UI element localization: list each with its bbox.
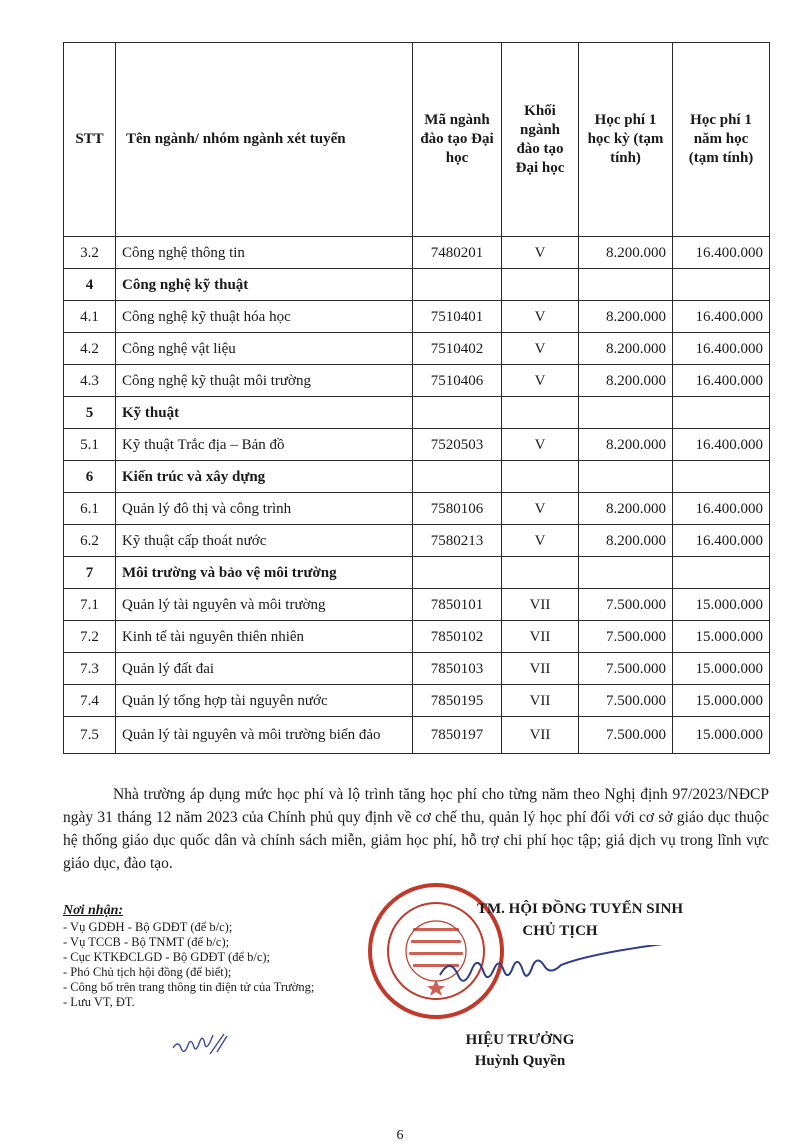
cell-code: 7510402 [413, 333, 502, 365]
cell-fee2 [673, 397, 770, 429]
cell-name: Công nghệ kỹ thuật hóa học [116, 301, 413, 333]
cell-code: 7850101 [413, 589, 502, 621]
table-row [64, 653, 770, 685]
cell-block: V [502, 493, 579, 525]
cell-fee1: 8.200.000 [579, 493, 673, 525]
cell-fee1: 7.500.000 [579, 685, 673, 717]
cell-stt: 7.3 [64, 653, 116, 685]
table-row [64, 397, 770, 429]
cell-stt: 6.2 [64, 525, 116, 557]
cell-code: 7850102 [413, 621, 502, 653]
table-row [64, 429, 770, 461]
cell-name: Quản lý tài nguyên và môi trường biển đảo [116, 717, 413, 754]
header-name: Tên ngành/ nhóm ngành xét tuyển [116, 43, 413, 237]
cell-fee1: 8.200.000 [579, 333, 673, 365]
tuition-table [63, 42, 770, 754]
cell-stt: 3.2 [64, 237, 116, 269]
cell-fee2: 15.000.000 [673, 653, 770, 685]
cell-block: V [502, 333, 579, 365]
cell-name: Kiến trúc và xây dựng [116, 461, 413, 493]
cell-name: Công nghệ kỹ thuật môi trường [116, 365, 413, 397]
cell-fee2: 15.000.000 [673, 717, 770, 754]
cell-fee1: 7.500.000 [579, 589, 673, 621]
signer-block [440, 1030, 600, 1072]
header-stt: STT [64, 43, 116, 237]
cell-fee1 [579, 461, 673, 493]
cell-name: Kỹ thuật [116, 397, 413, 429]
cell-block: VII [502, 717, 579, 754]
cell-stt: 5.1 [64, 429, 116, 461]
table-row [64, 269, 770, 301]
header-fee-semester: Học phí 1 học kỳ (tạm tính) [579, 43, 673, 237]
cell-fee1: 7.500.000 [579, 717, 673, 754]
cell-name: Kỹ thuật cấp thoát nước [116, 525, 413, 557]
cell-fee2: 16.400.000 [673, 301, 770, 333]
cell-fee2 [673, 269, 770, 301]
table-row [64, 461, 770, 493]
handwritten-signature [430, 945, 690, 995]
cell-fee1: 8.200.000 [579, 429, 673, 461]
cell-fee1: 8.200.000 [579, 301, 673, 333]
cell-fee1: 8.200.000 [579, 237, 673, 269]
table-row [64, 493, 770, 525]
cell-code: 7850197 [413, 717, 502, 754]
cell-block [502, 557, 579, 589]
cell-fee2: 16.400.000 [673, 333, 770, 365]
cell-name: Quản lý tổng hợp tài nguyên nước [116, 685, 413, 717]
cell-block: V [502, 365, 579, 397]
cell-block: V [502, 301, 579, 333]
cell-fee1: 7.500.000 [579, 653, 673, 685]
recipient-item: - Vụ TCCB - Bộ TNMT (để b/c); [63, 935, 230, 949]
cell-fee2 [673, 461, 770, 493]
cell-block: V [502, 237, 579, 269]
cell-stt: 6.1 [64, 493, 116, 525]
cell-name: Kinh tế tài nguyên thiên nhiên [116, 621, 413, 653]
header-code: Mã ngành đào tạo Đại học [413, 43, 502, 237]
cell-fee2: 15.000.000 [673, 685, 770, 717]
cell-stt: 6 [64, 461, 116, 493]
cell-block [502, 461, 579, 493]
recipients-list [63, 920, 353, 1010]
cell-fee1 [579, 557, 673, 589]
recipients-block [63, 903, 353, 1010]
cell-stt: 4.1 [64, 301, 116, 333]
table-body [64, 237, 770, 754]
cell-name: Quản lý tài nguyên và môi trường [116, 589, 413, 621]
recipients-title: Nơi nhận: [63, 903, 124, 918]
table-row [64, 365, 770, 397]
recipient-item: - Phó Chủ tịch hội đồng (để biết); [63, 965, 232, 979]
cell-code: 7850103 [413, 653, 502, 685]
cell-fee2: 16.400.000 [673, 429, 770, 461]
cell-code: 7580106 [413, 493, 502, 525]
signer-role: HIỆU TRƯỞNG [465, 1032, 575, 1048]
cell-stt: 7 [64, 557, 116, 589]
table-row [64, 525, 770, 557]
cell-fee2 [673, 557, 770, 589]
cell-stt: 7.4 [64, 685, 116, 717]
cell-stt: 4 [64, 269, 116, 301]
cell-block: VII [502, 653, 579, 685]
cell-code: 7520503 [413, 429, 502, 461]
cell-code: 7850195 [413, 685, 502, 717]
cell-fee2: 15.000.000 [673, 589, 770, 621]
cell-stt: 5 [64, 397, 116, 429]
cell-code [413, 397, 502, 429]
recipient-item: - Vụ GDĐH - Bộ GDĐT (để b/c); [63, 920, 233, 934]
cell-stt: 7.5 [64, 717, 116, 754]
cell-fee2: 16.400.000 [673, 493, 770, 525]
cell-stt: 7.2 [64, 621, 116, 653]
header-fee-year: Học phí 1 năm học (tạm tính) [673, 43, 770, 237]
table-row [64, 237, 770, 269]
table-row [64, 621, 770, 653]
cell-name: Kỹ thuật Trắc địa – Bản đồ [116, 429, 413, 461]
initials-mark [170, 1030, 240, 1060]
cell-block: VII [502, 685, 579, 717]
cell-block: V [502, 525, 579, 557]
cell-fee2: 15.000.000 [673, 621, 770, 653]
signature-block [400, 898, 720, 942]
table-row [64, 685, 770, 717]
signature-title: TM. HỘI ĐỒNG TUYỂN SINH [476, 901, 683, 917]
cell-block [502, 397, 579, 429]
cell-block: V [502, 429, 579, 461]
cell-fee2: 16.400.000 [673, 237, 770, 269]
cell-name: Môi trường và bảo vệ môi trường [116, 557, 413, 589]
cell-name: Công nghệ vật liệu [116, 333, 413, 365]
cell-name: Quản lý đất đai [116, 653, 413, 685]
cell-code [413, 557, 502, 589]
recipient-item: - Công bố trên trang thông tin điện tử của Trường; [63, 980, 315, 994]
cell-fee1: 8.200.000 [579, 525, 673, 557]
cell-fee1 [579, 269, 673, 301]
recipient-item: - Lưu VT, ĐT. [63, 995, 135, 1009]
recipient-item: - Cục KTKĐCLGD - Bộ GDĐT (để b/c); [63, 950, 271, 964]
cell-code [413, 269, 502, 301]
signer-name: Huỳnh Quyền [474, 1053, 566, 1069]
cell-code: 7580213 [413, 525, 502, 557]
cell-block: VII [502, 589, 579, 621]
cell-code: 7510406 [413, 365, 502, 397]
cell-fee2: 16.400.000 [673, 365, 770, 397]
cell-fee1: 7.500.000 [579, 621, 673, 653]
page-number: 6 [396, 1128, 404, 1143]
table-row [64, 557, 770, 589]
cell-name: Quản lý đô thị và công trình [116, 493, 413, 525]
cell-code [413, 461, 502, 493]
table-header-row [64, 43, 770, 237]
tuition-note: Nhà trường áp dụng mức học phí và lộ trình tăng học phí cho từng năm theo Nghị định 97/2023/NĐCP ngày 31 tháng 12 năm 2023 của Chính phủ quy định về cơ chế thu, quản lý học phí đối với cơ sở giáo dục thuộc hệ thống giáo dục quốc dân và chính sách miễn, giảm học phí, hỗ trợ chi phí học tập; giá dịch vụ trong lĩnh vực giáo dục, đào tạo. [63, 786, 769, 872]
table-row [64, 717, 770, 754]
cell-stt: 4.3 [64, 365, 116, 397]
cell-block: VII [502, 621, 579, 653]
cell-name: Công nghệ thông tin [116, 237, 413, 269]
cell-fee1 [579, 397, 673, 429]
cell-block [502, 269, 579, 301]
cell-stt: 7.1 [64, 589, 116, 621]
header-block: Khối ngành đào tạo Đại học [502, 43, 579, 237]
cell-name: Công nghệ kỹ thuật [116, 269, 413, 301]
cell-fee2: 16.400.000 [673, 525, 770, 557]
signature-position: CHỦ TỊCH [522, 923, 598, 939]
cell-code: 7480201 [413, 237, 502, 269]
cell-fee1: 8.200.000 [579, 365, 673, 397]
cell-code: 7510401 [413, 301, 502, 333]
table-row [64, 333, 770, 365]
cell-stt: 4.2 [64, 333, 116, 365]
table-row [64, 589, 770, 621]
table-row [64, 301, 770, 333]
